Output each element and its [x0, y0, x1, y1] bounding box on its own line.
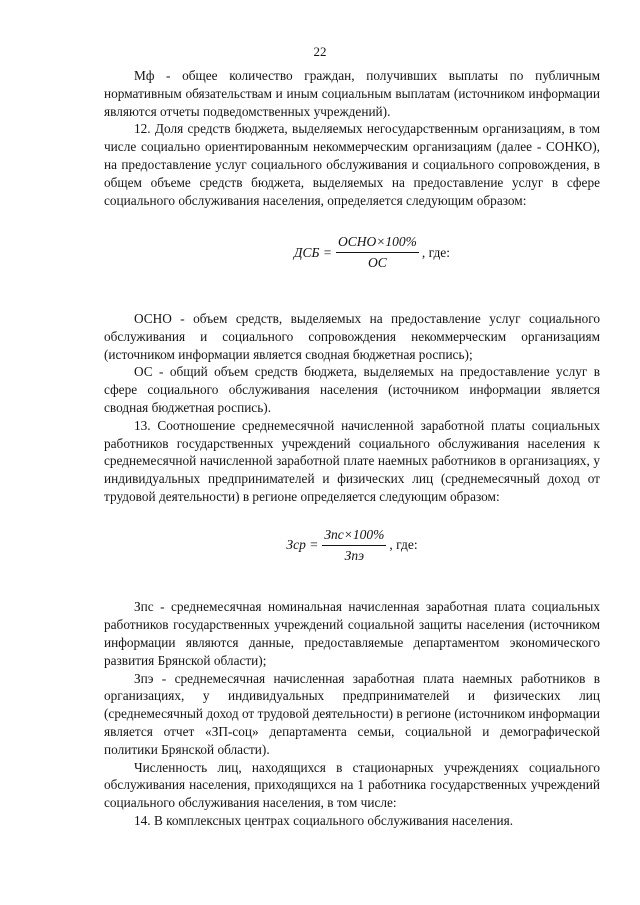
document-body	[104, 67, 600, 830]
formula-numerator: Зпс×100%	[322, 526, 386, 546]
paragraph-item-14: 14. В комплексных центрах социального обслуживания населения.	[134, 812, 514, 828]
formula-fraction	[322, 526, 386, 565]
paragraph-mf-definition: Мф - общее количество граждан, получивших выплаты по публичным нормативным обязательствам и иным социальным выплатам (источником информации являются отчеты подведомственных учреждений).	[104, 68, 600, 119]
paragraph-os-definition: ОС - общий объем средств бюджета, выделяемых на предоставление услуг в сфере социального обслуживания населения (источником информации является сводная бюджетная роспись).	[104, 364, 600, 415]
formula-dsb	[144, 233, 600, 272]
formula-lhs: ДСБ =	[293, 244, 332, 260]
paragraph-headcount: Численность лиц, находящихся в стационарных учреждениях социального обслуживания населения, приходящихся на 1 работника государственных учреждений социального обслуживания населения, в том числе:	[104, 759, 600, 811]
formula-denominator: ОС	[368, 255, 387, 271]
page-number: 22	[313, 44, 327, 59]
paragraph-zpe-definition: Зпэ - среднемесячная начисленная заработная плата наемных работников в организациях, у индивидуальных предпринимателей и физических лиц (среднемесячный доход от трудовой деятельности) в регионе (источником информации является отчет «ЗП-соц» департамента семьи, социальной и демографической политики Брянской области).	[104, 670, 600, 757]
paragraph-zps-definition: Зпс - среднемесячная номинальная начисленная заработная плата социальных работников государственных учреждений социальной защиты населения (источником информации являются данные, предоставляемые департаментом экономического развития Брянской области);	[104, 599, 600, 668]
paragraph-item-13: 13. Соотношение среднемесячной начисленной заработной платы социальных работников государственных учреждений социального обслуживания населения к среднемесячной начисленной заработной плате наемных работников в организациях, у индивидуальных предпринимателей и физических лиц (среднемесячный доход от трудовой деятельности) в регионе определяется следующим образом:	[104, 417, 600, 504]
formula-lhs: Зср =	[286, 537, 319, 553]
formula-fraction	[336, 233, 419, 272]
formula-denominator: Зпэ	[344, 547, 365, 563]
formula-tail: , где:	[389, 537, 418, 553]
paragraph-osno-definition: ОСНО - объем средств, выделяемых на предоставление услуг социального обслуживания и социального сопровождения некоммерческим организациям (источником информации является сводная бюджетная роспись);	[104, 310, 600, 362]
paragraph-item-12: 12. Доля средств бюджета, выделяемых негосударственным организациям, в том числе социально ориентированным некоммерческим организациям (далее - СОНКО), на предоставление услуг социального обслуживания и социального сопровождения, в общем объеме средств бюджета, выделяемых на предоставление услуг в сфере социального обслуживания населения, определяется следующим образом:	[104, 121, 600, 208]
formula-zsr	[104, 526, 600, 565]
formula-numerator: ОСНО×100%	[336, 233, 419, 253]
formula-tail: , где:	[421, 244, 451, 260]
